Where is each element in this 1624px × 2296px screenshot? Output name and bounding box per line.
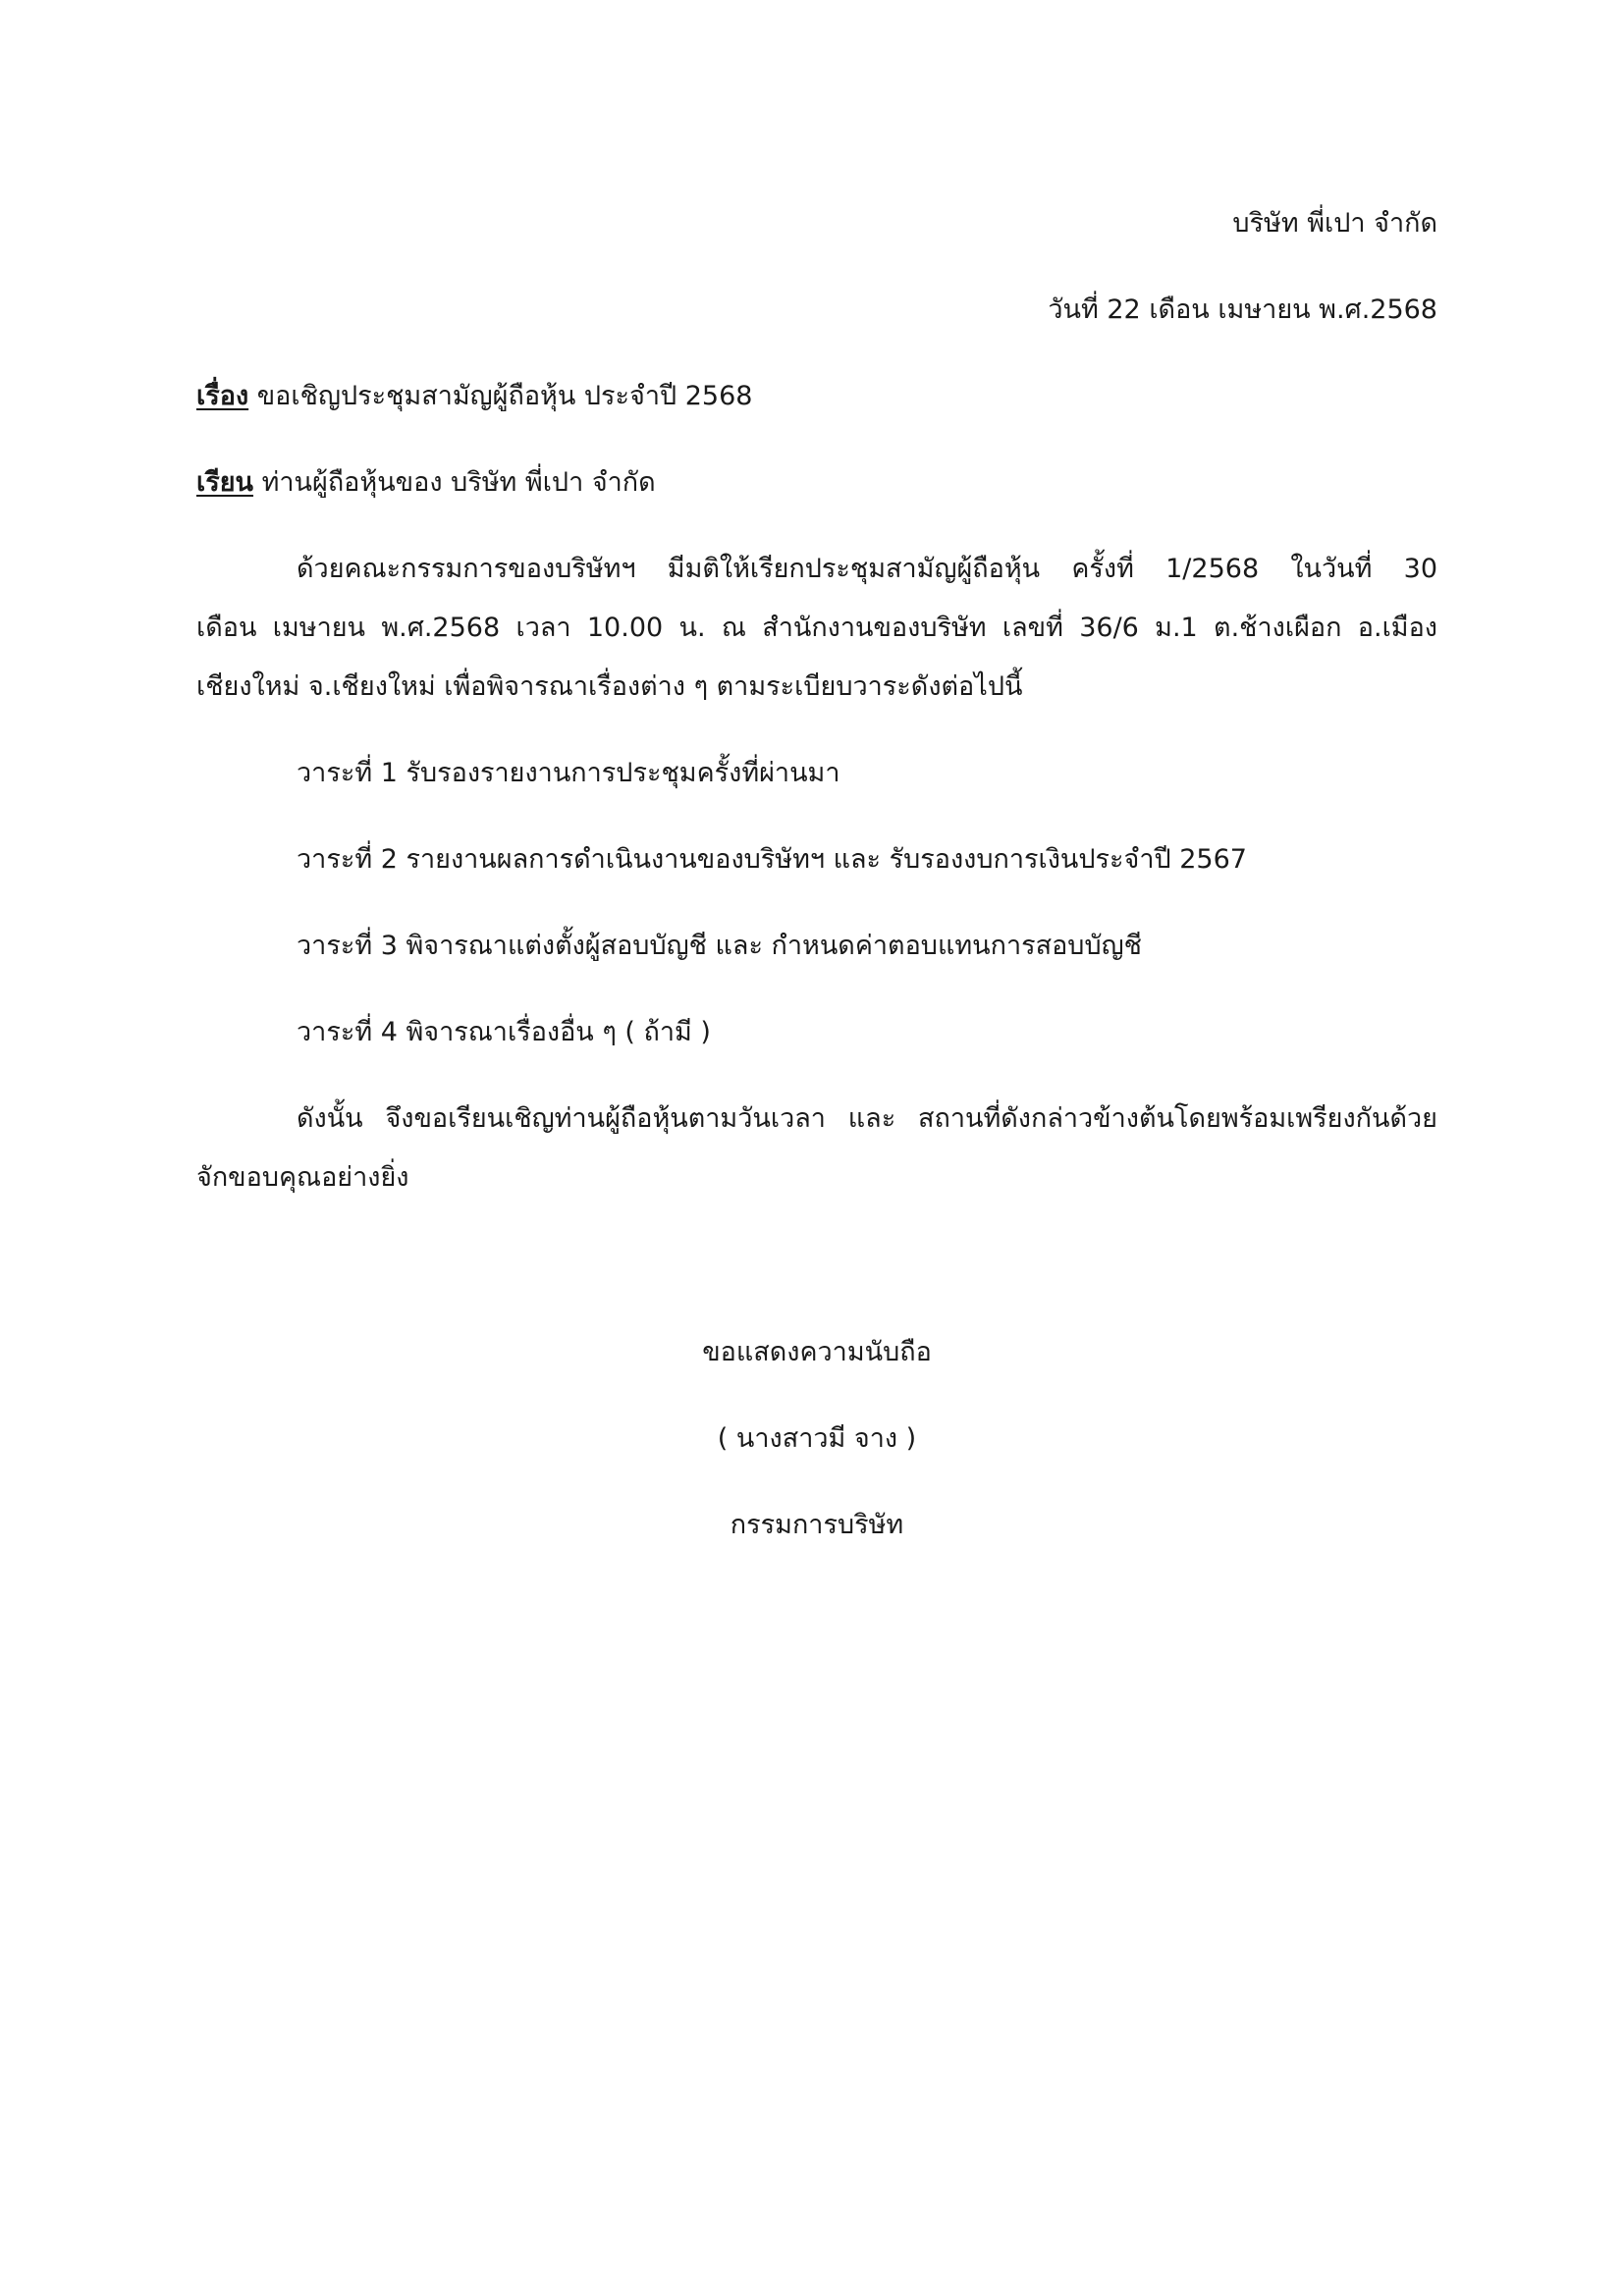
subject-text: ขอเชิญประชุมสามัญผู้ถือหุ้น ประจำปี 2568 bbox=[248, 381, 753, 411]
signoff: ขอแสดงความนับถือ bbox=[702, 1337, 932, 1367]
agenda-item-4: วาระที่ 4 พิจารณาเรื่องอื่น ๆ ( ถ้ามี ) bbox=[297, 1017, 711, 1047]
signer-name: ( นางสาวมี จาง ) bbox=[717, 1423, 917, 1454]
subject-label: เรื่อง bbox=[196, 381, 249, 411]
recipient-label: เรียน bbox=[196, 467, 254, 498]
subject-line bbox=[196, 381, 752, 412]
body-line-2: เดือน เมษายน พ.ศ.2568 เวลา 10.00 น. ณ สำนักงานของบริษัท เลขที่ 36/6 ม.1 ต.ช้างเผือก อ.เมือง bbox=[196, 613, 1437, 643]
body-line-3: เชียงใหม่ จ.เชียงใหม่ เพื่อพิจารณาเรื่องต่าง ๆ ตามระเบียบวาระดังต่อไปนี้ bbox=[196, 671, 1023, 702]
closing-line-2: จักขอบคุณอย่างยิ่ง bbox=[196, 1162, 409, 1193]
recipient-text: ท่านผู้ถือหุ้นของ บริษัท พี่เปา จำกัด bbox=[253, 467, 656, 498]
recipient-line bbox=[196, 467, 656, 499]
closing-line-1: ดังนั้น จึงขอเรียนเชิญท่านผู้ถือหุ้นตามวันเวลา และ สถานที่ดังกล่าวข้างต้นโดยพร้อมเพรียงกันด้วย bbox=[297, 1103, 1437, 1134]
signer-title: กรรมการบริษัท bbox=[730, 1510, 904, 1540]
agenda-item-1: วาระที่ 1 รับรองรายงานการประชุมครั้งที่ผ่านมา bbox=[297, 758, 840, 788]
letter-date: วันที่ 22 เดือน เมษายน พ.ศ.2568 bbox=[1048, 294, 1437, 325]
agenda-item-2: วาระที่ 2 รายงานผลการดำเนินงานของบริษัทฯ และ รับรองงบการเงินประจำปี 2567 bbox=[297, 844, 1247, 875]
company-name: บริษัท พี่เปา จำกัด bbox=[1232, 208, 1437, 239]
agenda-item-3: วาระที่ 3 พิจารณาแต่งตั้งผู้สอบบัญชี และ กำหนดค่าตอบแทนการสอบบัญชี bbox=[297, 931, 1142, 961]
body-line-1: ด้วยคณะกรรมการของบริษัทฯ มีมติให้เรียกประชุมสามัญผู้ถือหุ้น ครั้งที่ 1/2568 ในวันที่ 30 bbox=[297, 554, 1437, 584]
